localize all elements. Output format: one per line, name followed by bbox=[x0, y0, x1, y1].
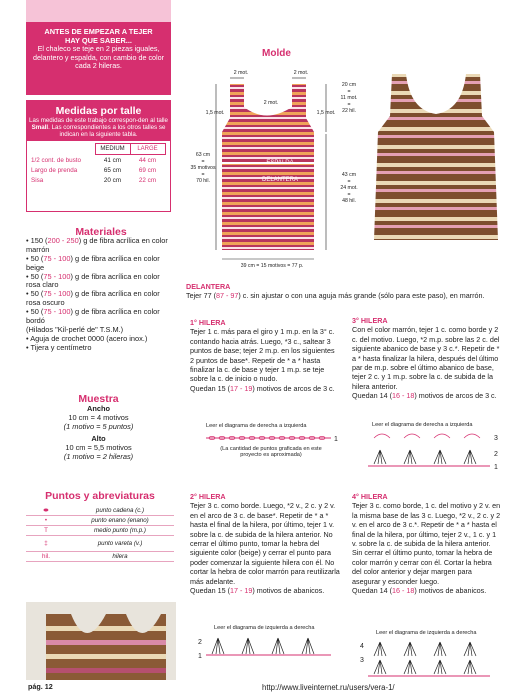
measures-box bbox=[26, 100, 171, 212]
row1-diagram bbox=[196, 430, 341, 446]
r1a: Quedan 15 ( bbox=[190, 383, 230, 393]
watermark-url: http://www.liveinternet.ru/users/vera-1/ bbox=[262, 683, 395, 692]
materials-title: Materiales bbox=[75, 226, 127, 238]
stitch-symbol: hil. bbox=[26, 552, 66, 562]
abbr-table bbox=[26, 506, 174, 562]
row3-diag-caption: Leer el diagrama de derecha a izquierda bbox=[372, 422, 473, 428]
sample-alto-v1: 10 cm = 5,5 motivos bbox=[65, 443, 132, 452]
row-label: Sisa bbox=[31, 176, 44, 184]
col-large: LARGE bbox=[130, 144, 165, 155]
row3-diagram bbox=[360, 428, 505, 472]
row2-title: 2° HILERA bbox=[190, 492, 226, 501]
delantera-text bbox=[186, 291, 498, 300]
measures-title: Medidas por talle bbox=[55, 105, 142, 117]
stitch-symbol: ⬬ bbox=[26, 506, 66, 516]
item-post: ) g de fibra acrílica en color marrón bbox=[26, 235, 168, 254]
rb5: 48 hil. bbox=[342, 198, 356, 204]
rt1: 20 cm bbox=[341, 82, 357, 88]
rt2: = bbox=[347, 88, 351, 95]
item-hl: 200 - 250 bbox=[47, 235, 79, 245]
stitch-name: hilera bbox=[66, 552, 174, 562]
item-hl: 75 - 100 bbox=[43, 271, 71, 281]
right-bottom-measure bbox=[335, 172, 363, 205]
left-measure bbox=[188, 152, 218, 185]
r2a: Quedan 15 ( bbox=[190, 586, 230, 596]
mot-left: 2 mot. bbox=[233, 70, 249, 76]
svg-text:3: 3 bbox=[494, 435, 498, 442]
table-row bbox=[26, 506, 174, 516]
svg-text:1: 1 bbox=[494, 464, 498, 471]
svg-text:1: 1 bbox=[334, 436, 338, 443]
rt3: 11 mot. bbox=[340, 95, 358, 101]
size-table bbox=[29, 143, 166, 185]
stitch-symbol: T bbox=[26, 526, 66, 536]
svg-text:2: 2 bbox=[494, 451, 498, 458]
item-hl: 75 - 100 bbox=[43, 307, 71, 317]
row1-text: Tejer 1 c. más para el giro y 1 m.p. en la 3° c. contando hacia atrás. Luego, *3 c., saltear 3 puntos de base; tejer 2 m.p. en los siguientes 2 puntos de base*. Repetir de * a * hasta finalizar la c. de base y tejer 1 m.p. se teje sobre la c. de inicio o nudo. bbox=[190, 327, 335, 384]
row1-section bbox=[190, 318, 340, 393]
col-medium: MEDIUM bbox=[95, 144, 130, 155]
vest-photo bbox=[370, 70, 502, 248]
item-hl: 75 - 100 bbox=[43, 253, 71, 263]
row-medium: 41 cm bbox=[103, 156, 122, 164]
row2-end bbox=[190, 586, 340, 595]
item-pre: • 50 ( bbox=[26, 253, 44, 263]
intro-title-1: ANTES DE EMPEZAR A TEJER bbox=[44, 27, 153, 36]
label-delantera: DELANTERA bbox=[261, 177, 298, 183]
h-right-top: 1,5 mot. bbox=[316, 110, 336, 116]
sample-ancho: Ancho bbox=[87, 404, 110, 413]
r1b: ) motivos de arcos de 3 c. bbox=[252, 383, 335, 393]
del-hl: 87 - 97 bbox=[215, 291, 239, 300]
table-row bbox=[26, 526, 174, 536]
r2hl: 17 - 19 bbox=[229, 586, 253, 596]
needle-item: • Aguja de crochet 0000 (acero inox.) bbox=[26, 333, 148, 343]
table-row bbox=[29, 155, 165, 166]
row-medium: 20 cm bbox=[103, 176, 122, 184]
sample-ancho-v1: 10 cm = 4 motivos bbox=[68, 413, 129, 422]
row-label: Largo de prenda bbox=[31, 166, 78, 174]
r1hl: 17 - 19 bbox=[229, 383, 253, 393]
h-left-top: 1,5 mot. bbox=[205, 110, 225, 116]
table-row bbox=[26, 552, 174, 562]
row4-section bbox=[352, 492, 502, 595]
table-row bbox=[26, 516, 174, 526]
stitch-name: punto cadena (c.) bbox=[66, 506, 174, 516]
rb1: 43 cm bbox=[341, 172, 357, 178]
abbr-title: Puntos y abreviaturas bbox=[45, 490, 155, 502]
list-item bbox=[26, 308, 176, 326]
r4a: Quedan 14 ( bbox=[352, 586, 392, 596]
abbreviations-section bbox=[26, 490, 174, 562]
row4-end bbox=[352, 586, 502, 595]
row2-diag-caption: Leer el diagrama de izquierda a derecha bbox=[214, 625, 315, 631]
stitch-symbol: ‡ bbox=[26, 536, 66, 552]
table-row bbox=[29, 165, 165, 175]
svg-text:2: 2 bbox=[198, 639, 202, 646]
delantera-section bbox=[186, 282, 498, 300]
list-item bbox=[26, 273, 176, 291]
item-pre: • 50 ( bbox=[26, 307, 44, 317]
row1-diag-note: (La cantidad de puntos graficada en este proyecto es aproximada) bbox=[220, 446, 322, 458]
row1-end bbox=[190, 384, 340, 393]
yarn-note: (Hilados "Kil-perlé de" T.S.M.) bbox=[26, 324, 124, 334]
del-a: Tejer 77 ( bbox=[186, 291, 216, 300]
r3a: Quedan 14 ( bbox=[352, 391, 392, 401]
row-large: 69 cm bbox=[138, 166, 157, 174]
row4-diag-caption: Leer el diagrama de izquierda a derecha bbox=[376, 630, 477, 636]
stitch-symbol: • bbox=[26, 516, 66, 526]
measures-header bbox=[27, 101, 170, 141]
sample-section bbox=[26, 395, 171, 461]
mot-right: 2 mot. bbox=[293, 70, 309, 76]
delantera-title: DELANTERA bbox=[186, 282, 231, 291]
svg-text:4: 4 bbox=[360, 643, 364, 650]
materials-section bbox=[26, 228, 176, 353]
row1-title: 1° HILERA bbox=[190, 318, 226, 327]
row3-section bbox=[352, 316, 500, 401]
rt4: = bbox=[347, 101, 351, 108]
svg-text:3: 3 bbox=[360, 657, 364, 664]
table-row bbox=[26, 536, 174, 552]
right-top-measure bbox=[335, 82, 363, 115]
row4-title: 4° HILERA bbox=[352, 492, 388, 501]
row-large: 22 cm bbox=[138, 176, 157, 184]
row-medium: 65 cm bbox=[103, 166, 122, 174]
row-label: 1/2 cont. de busto bbox=[31, 156, 82, 164]
sample-alto: Alto bbox=[91, 434, 106, 443]
item-post: ) g de fibra acrílica en color rosa oscuro bbox=[26, 289, 160, 308]
l5: 70 hil. bbox=[196, 178, 210, 184]
molde-bottom: 39 cm = 15 motivos = 77 p. bbox=[240, 263, 304, 269]
measures-text-a: Las medidas de este trabajo correspon-den al talle bbox=[29, 117, 168, 124]
l4: = bbox=[201, 171, 205, 178]
item-pre: • 50 ( bbox=[26, 289, 44, 299]
row4-text: Tejer 3 c. como borde, 1 c. del motivo y 2 v. en la misma base de las 3 c. Luego, *2 v., 2 c. y 2 v. en el arco de 3 c.*. Repetir de * a * hasta el final de la hilera, por último, tejer 2 v., 1 c. y 1 v. sobre la c. de subida de la hilera anterior. Sin cerrar el último punto, tomar la hebra de color marrón y cerrar con él. Cortar la hebra del color anterior y dejar margen para asegurar y esconder luego. bbox=[352, 501, 501, 586]
intro-text: El chaleco se teje en 2 piezas iguales, delantero y espalda, con cambio de color cada 2 hileras. bbox=[32, 44, 165, 71]
rt5: 22 hil. bbox=[342, 108, 356, 114]
row3-text: Con el color marrón, tejer 1 c. como borde y 2 c. del motivo. Luego, *2 m.p. sobre las 2 c. del siguiente abanico de base y 3 c.*. Repetir de * a * hasta finalizar la hilera, después del último par de m.p. sobre el último abanico de base, tejer 2 c. y 1 m.p. sobre la c. de subida de la hilera anterior. bbox=[352, 325, 500, 391]
measures-text: Las medidas de este trabajo correspon-den al talle Small. Las correspondientes a los otros talles se indican en la siguiente tabla. bbox=[29, 117, 168, 139]
row2-text: Tejer 3 c. como borde. Luego, *2 v., 2 c. y 2 v. en el arco de 3 c. de base*. Repetir de * a * hasta el final de la hilera, por último, tejer 1 v. sobre la c. de subida de la hilera anterior. No cerrar el último punto, tomar la hebra del siguiente color (beige) y cerrar el punto para poder comenzar la siguiente hilera con él. No cortar la hebra de color marrón para reutilizarla más adelante. bbox=[190, 501, 340, 586]
stitch-name: punto vareta (v.) bbox=[66, 536, 174, 552]
intro-stripe bbox=[26, 0, 171, 22]
rb3: 24 mot. bbox=[340, 185, 358, 191]
row3-end bbox=[352, 391, 500, 400]
row4-diagram bbox=[360, 636, 505, 680]
row2-diagram bbox=[196, 632, 341, 662]
row1-diag-caption: Leer el diagrama de derecha a izquierda bbox=[206, 423, 307, 429]
r3b: ) motivos de arcos de 3 c. bbox=[414, 391, 497, 401]
stitch-name: punto enano (enano) bbox=[66, 516, 174, 526]
l1: 63 cm bbox=[195, 152, 211, 158]
sample-alto-v2: (1 motivo = 2 hileras) bbox=[63, 452, 134, 461]
item-hl: 75 - 100 bbox=[43, 289, 71, 299]
l2: = bbox=[201, 158, 205, 165]
r4hl: 16 - 18 bbox=[391, 586, 415, 596]
intro-box bbox=[26, 0, 171, 95]
measures-size: Small bbox=[31, 124, 49, 132]
item-post: ) g de fibra acrílica en color bordó bbox=[26, 307, 160, 326]
vest-detail-photo bbox=[26, 602, 176, 680]
sample-ancho-v2: (1 motivo = 5 puntos) bbox=[63, 422, 134, 431]
r3hl: 16 - 18 bbox=[391, 391, 415, 401]
r2b: ) motivos de abanicos. bbox=[252, 586, 325, 596]
label-espalda: ESPALDA bbox=[266, 160, 294, 166]
table-row bbox=[29, 175, 165, 185]
item-pre: • 50 ( bbox=[26, 271, 44, 281]
tools-item: • Tijera y centímetro bbox=[26, 342, 92, 352]
item-post: ) g de fibra acrílica en color rosa claro bbox=[26, 271, 160, 290]
row3-title: 3° HILERA bbox=[352, 316, 388, 325]
list-item bbox=[26, 237, 176, 255]
molde-title: Molde bbox=[262, 48, 291, 59]
mot-mid: 2 mot. bbox=[263, 100, 279, 106]
item-pre: • 150 ( bbox=[26, 235, 48, 245]
list-item bbox=[26, 255, 176, 273]
svg-text:1: 1 bbox=[198, 653, 202, 660]
row2-section bbox=[190, 492, 340, 595]
row-large: 44 cm bbox=[138, 156, 157, 164]
l3: 35 motivos bbox=[190, 165, 216, 171]
list-item bbox=[26, 290, 176, 308]
intro-title-2: HAY QUE SABER... bbox=[65, 35, 132, 45]
r4b: ) motivos de abanicos. bbox=[414, 586, 487, 596]
measures-text-b: Las correspondientes a los otros talles se indican en la siguiente tabla. bbox=[51, 124, 166, 139]
del-b: ) c. sin ajustar o con una aguja más grande (sólo para este paso), en marrón. bbox=[238, 291, 485, 300]
sample-title: Muestra bbox=[78, 393, 119, 405]
page-number: pág. 12 bbox=[28, 682, 53, 691]
stitch-name: medio punto (m.p.) bbox=[66, 526, 174, 536]
rb4: = bbox=[347, 191, 351, 198]
rb2: = bbox=[347, 178, 351, 185]
item-post: ) g de fibra acrílica en color beige bbox=[26, 253, 160, 272]
